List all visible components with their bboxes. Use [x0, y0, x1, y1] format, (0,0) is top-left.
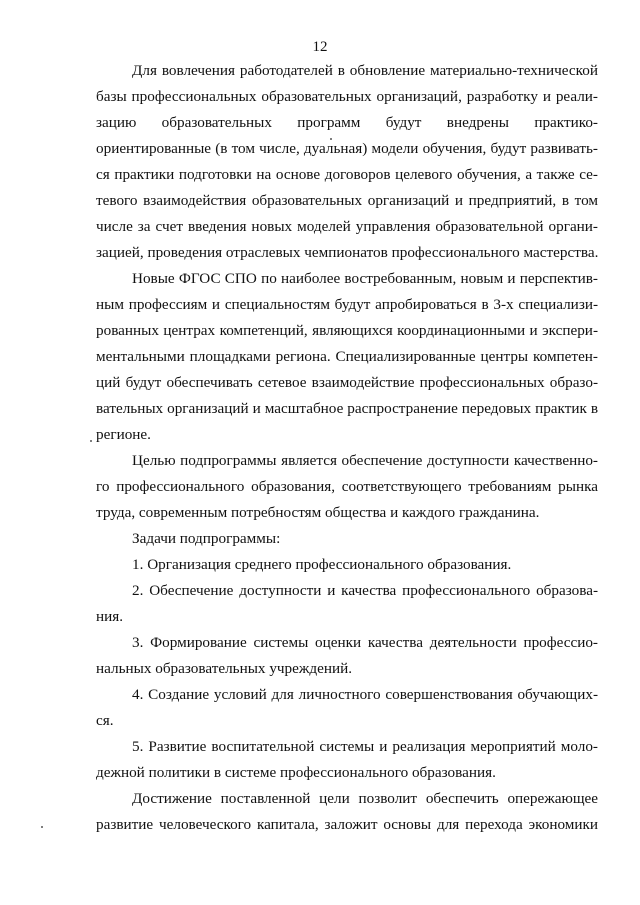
- text-line: ния.: [96, 608, 124, 625]
- text-line: ся практики подготовки на основе договоров целевого обучения, а также се-: [96, 166, 598, 183]
- text-line: 2. Обеспечение доступности и качества профессионального образова-: [132, 582, 598, 599]
- page-number: 12: [312, 39, 328, 55]
- text-line: зацией, проведения отраслевых чемпионатов профессионального мастерства.: [96, 244, 599, 261]
- text-line: рованных центрах компетенций, являющихся координационными и экспери-: [96, 322, 598, 339]
- text-line: Целью подпрограммы является обеспечение доступности качественно-: [132, 452, 598, 469]
- scan-speck: [41, 826, 43, 828]
- text-line: 3. Формирование системы оценки качества деятельности профессио-: [132, 634, 598, 651]
- text-line: числе за счет введения новых моделей управления образовательной органи-: [96, 218, 598, 235]
- text-line: вательных организаций и масштабное распространение передовых практик в: [96, 400, 598, 417]
- text-line: труда, современным потребностям общества и каждого гражданина.: [96, 504, 540, 521]
- text-line: ным профессиям и специальностям будут апробироваться в 3-х специализи-: [96, 296, 598, 313]
- text-line: дежной политики в системе профессионального образования.: [96, 764, 496, 781]
- text-line: нальных образовательных учреждений.: [96, 660, 353, 677]
- text-line: базы профессиональных образовательных организаций, разработку и реали-: [96, 88, 598, 105]
- text-line: го профессионального образования, соответствующего требованиям рынка: [96, 478, 598, 495]
- text-line: Достижение поставленной цели позволит обеспечить опережающее: [132, 790, 598, 807]
- text-line: 4. Создание условий для личностного совершенствования обучающих-: [132, 686, 598, 703]
- text-line: регионе.: [96, 426, 151, 443]
- text-line: ориентированные (в том числе, дуальная) модели обучения, будут развивать-: [96, 140, 598, 157]
- text-line: ций будут обеспечивать сетевое взаимодействие профессиональных образо-: [96, 374, 598, 391]
- text-line: ся.: [96, 712, 114, 729]
- scan-speck: [330, 138, 332, 140]
- scan-speck: [90, 440, 92, 442]
- text-line: Новые ФГОС СПО по наиболее востребованным, новым и перспектив-: [132, 270, 598, 287]
- text-line: Задачи подпрограммы:: [132, 530, 281, 547]
- text-line: 5. Развитие воспитательной системы и реализация мероприятий моло-: [132, 738, 598, 755]
- text-line: тевого взаимодействия образовательных организаций и предприятий, в том: [96, 192, 598, 209]
- text-line: зацию образовательных программ будут внедрены практико-: [96, 114, 598, 131]
- text-line: развитие человеческого капитала, заложит основы для перехода экономики: [96, 816, 598, 833]
- text-line: ментальными площадками региона. Специализированные центры компетен-: [96, 348, 598, 365]
- text-line: Для вовлечения работодателей в обновление материально-технической: [132, 62, 598, 79]
- text-line: 1. Организация среднего профессионального образования.: [132, 556, 512, 573]
